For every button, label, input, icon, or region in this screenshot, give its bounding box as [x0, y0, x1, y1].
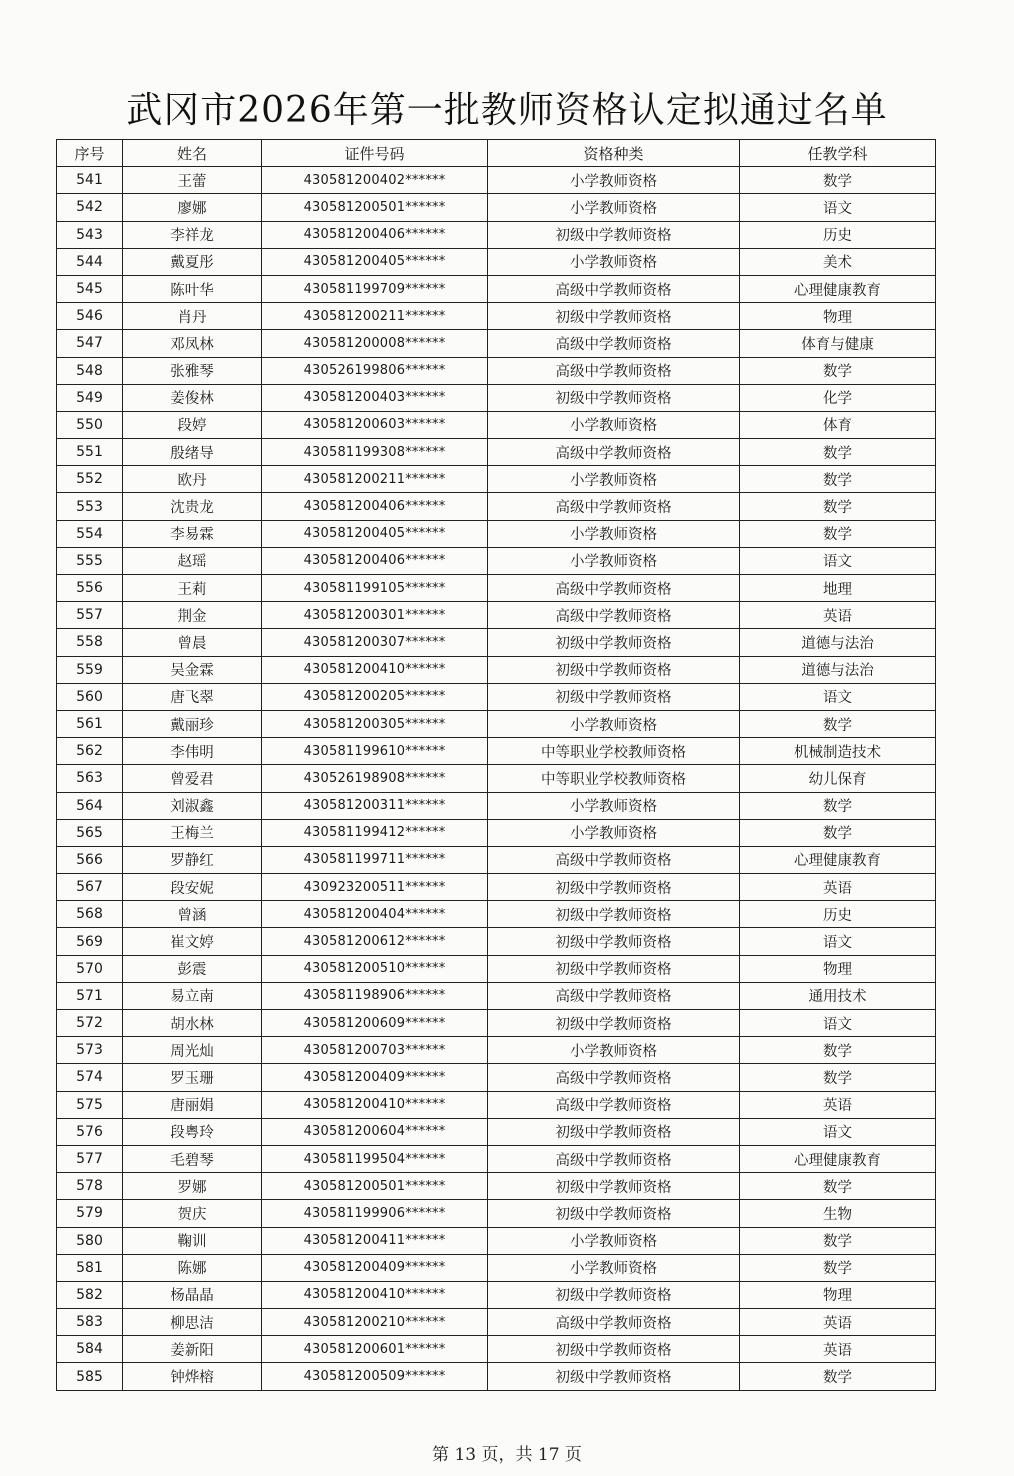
table-row	[57, 1254, 936, 1281]
table-row	[57, 1118, 936, 1145]
table-row	[57, 874, 936, 901]
id-number-cell: 430581200501******	[262, 1173, 488, 1200]
table-row	[57, 384, 936, 411]
name-cell: 吴金霖	[123, 656, 262, 683]
subject-cell: 英语	[740, 1336, 936, 1363]
subject-cell: 数学	[740, 493, 936, 520]
table-row	[57, 1200, 936, 1227]
serial-number-cell: 577	[57, 1145, 123, 1172]
id-number-cell: 430581200411******	[262, 1227, 488, 1254]
serial-number-cell: 567	[57, 874, 123, 901]
table-row	[57, 221, 936, 248]
qualification-type-cell: 高级中学教师资格	[488, 275, 740, 302]
qualification-type-cell: 中等职业学校教师资格	[488, 765, 740, 792]
header-name: 姓名	[123, 140, 262, 167]
table-row	[57, 1309, 936, 1336]
name-cell: 鞠训	[123, 1227, 262, 1254]
table-row	[57, 411, 936, 438]
table-row	[57, 1010, 936, 1037]
id-number-cell: 430581200406******	[262, 221, 488, 248]
qualification-type-cell: 小学教师资格	[488, 167, 740, 194]
serial-number-cell: 546	[57, 303, 123, 330]
table-row	[57, 248, 936, 275]
header-id-number: 证件号码	[262, 140, 488, 167]
serial-number-cell: 585	[57, 1363, 123, 1390]
subject-cell: 语文	[740, 683, 936, 710]
subject-cell: 心理健康教育	[740, 846, 936, 873]
subject-cell: 机械制造技术	[740, 738, 936, 765]
table-row	[57, 1363, 936, 1390]
name-cell: 邓凤林	[123, 330, 262, 357]
table-row	[57, 1064, 936, 1091]
subject-cell: 语文	[740, 547, 936, 574]
qualification-type-cell: 初级中学教师资格	[488, 1118, 740, 1145]
name-cell: 罗玉珊	[123, 1064, 262, 1091]
subject-cell: 语文	[740, 1010, 936, 1037]
name-cell: 赵瑶	[123, 547, 262, 574]
id-number-cell: 430526199806******	[262, 357, 488, 384]
qualification-type-cell: 初级中学教师资格	[488, 656, 740, 683]
serial-number-cell: 558	[57, 629, 123, 656]
id-number-cell: 430581200703******	[262, 1037, 488, 1064]
id-number-cell: 430581200604******	[262, 1118, 488, 1145]
header-teaching-subject: 任教学科	[740, 140, 936, 167]
name-cell: 陈娜	[123, 1254, 262, 1281]
table-row	[57, 275, 936, 302]
qualification-type-cell: 初级中学教师资格	[488, 928, 740, 955]
serial-number-cell: 551	[57, 439, 123, 466]
qualification-type-cell: 小学教师资格	[488, 547, 740, 574]
table-header-row	[57, 140, 936, 167]
name-cell: 张雅琴	[123, 357, 262, 384]
name-cell: 王莉	[123, 575, 262, 602]
serial-number-cell: 574	[57, 1064, 123, 1091]
name-cell: 姜新阳	[123, 1336, 262, 1363]
id-number-cell: 430581199709******	[262, 275, 488, 302]
qualification-type-cell: 初级中学教师资格	[488, 1010, 740, 1037]
id-number-cell: 430581200403******	[262, 384, 488, 411]
document-title: 武冈市2026年第一批教师资格认定拟通过名单	[126, 90, 888, 131]
name-cell: 戴丽珍	[123, 710, 262, 737]
qualification-type-cell: 初级中学教师资格	[488, 683, 740, 710]
qualification-type-cell: 小学教师资格	[488, 466, 740, 493]
subject-cell: 语文	[740, 194, 936, 221]
qualification-type-cell: 高级中学教师资格	[488, 982, 740, 1009]
table-row	[57, 1173, 936, 1200]
qualification-type-cell: 初级中学教师资格	[488, 955, 740, 982]
subject-cell: 数学	[740, 466, 936, 493]
id-number-cell: 430581200211******	[262, 303, 488, 330]
serial-number-cell: 542	[57, 194, 123, 221]
subject-cell: 历史	[740, 221, 936, 248]
table-row	[57, 1227, 936, 1254]
subject-cell: 英语	[740, 874, 936, 901]
serial-number-cell: 576	[57, 1118, 123, 1145]
id-number-cell: 430581200509******	[262, 1363, 488, 1390]
name-cell: 段粤玲	[123, 1118, 262, 1145]
id-number-cell: 430581200305******	[262, 710, 488, 737]
id-number-cell: 430581200603******	[262, 411, 488, 438]
table-row	[57, 765, 936, 792]
serial-number-cell: 557	[57, 602, 123, 629]
serial-number-cell: 561	[57, 710, 123, 737]
table-row	[57, 846, 936, 873]
serial-number-cell: 549	[57, 384, 123, 411]
serial-number-cell: 556	[57, 575, 123, 602]
id-number-cell: 430581200210******	[262, 1309, 488, 1336]
subject-cell: 英语	[740, 1309, 936, 1336]
id-number-cell: 430581199610******	[262, 738, 488, 765]
serial-number-cell: 575	[57, 1091, 123, 1118]
header-serial-number: 序号	[57, 140, 123, 167]
name-cell: 姜俊林	[123, 384, 262, 411]
qualification-type-cell: 小学教师资格	[488, 194, 740, 221]
name-cell: 戴夏彤	[123, 248, 262, 275]
name-cell: 易立南	[123, 982, 262, 1009]
qualification-type-cell: 高级中学教师资格	[488, 493, 740, 520]
serial-number-cell: 554	[57, 520, 123, 547]
name-cell: 荆金	[123, 602, 262, 629]
subject-cell: 数学	[740, 1064, 936, 1091]
id-number-cell: 430581199504******	[262, 1145, 488, 1172]
qualification-type-cell: 小学教师资格	[488, 1227, 740, 1254]
table-row	[57, 738, 936, 765]
table-row	[57, 1281, 936, 1308]
table-row	[57, 656, 936, 683]
name-cell: 毛碧琴	[123, 1145, 262, 1172]
table-row	[57, 330, 936, 357]
qualification-type-cell: 高级中学教师资格	[488, 602, 740, 629]
qualification-type-cell: 初级中学教师资格	[488, 1173, 740, 1200]
serial-number-cell: 547	[57, 330, 123, 357]
serial-number-cell: 580	[57, 1227, 123, 1254]
subject-cell: 数学	[740, 439, 936, 466]
id-number-cell: 430581200211******	[262, 466, 488, 493]
name-cell: 陈叶华	[123, 275, 262, 302]
table-row	[57, 710, 936, 737]
name-cell: 李祥龙	[123, 221, 262, 248]
id-number-cell: 430581200410******	[262, 1281, 488, 1308]
subject-cell: 体育与健康	[740, 330, 936, 357]
qualification-type-cell: 小学教师资格	[488, 248, 740, 275]
serial-number-cell: 545	[57, 275, 123, 302]
name-cell: 欧丹	[123, 466, 262, 493]
subject-cell: 美术	[740, 248, 936, 275]
name-cell: 周光灿	[123, 1037, 262, 1064]
id-number-cell: 430581200601******	[262, 1336, 488, 1363]
subject-cell: 数学	[740, 520, 936, 547]
serial-number-cell: 582	[57, 1281, 123, 1308]
table-row	[57, 520, 936, 547]
subject-cell: 英语	[740, 602, 936, 629]
qualification-type-cell: 小学教师资格	[488, 1254, 740, 1281]
table-row	[57, 792, 936, 819]
qualification-type-cell: 初级中学教师资格	[488, 1363, 740, 1390]
serial-number-cell: 583	[57, 1309, 123, 1336]
subject-cell: 数学	[740, 819, 936, 846]
name-cell: 曾涵	[123, 901, 262, 928]
serial-number-cell: 566	[57, 846, 123, 873]
subject-cell: 地理	[740, 575, 936, 602]
subject-cell: 物理	[740, 1281, 936, 1308]
id-number-cell: 430581200402******	[262, 167, 488, 194]
id-number-cell: 430581200405******	[262, 248, 488, 275]
subject-cell: 数学	[740, 1037, 936, 1064]
table-row	[57, 602, 936, 629]
name-cell: 殷绪导	[123, 439, 262, 466]
qualification-type-cell: 小学教师资格	[488, 819, 740, 846]
qualification-type-cell: 高级中学教师资格	[488, 439, 740, 466]
name-cell: 肖丹	[123, 303, 262, 330]
serial-number-cell: 553	[57, 493, 123, 520]
page-number: 第 13 页，共 17 页	[432, 1445, 582, 1465]
table-row	[57, 439, 936, 466]
qualification-type-cell: 初级中学教师资格	[488, 874, 740, 901]
subject-cell: 数学	[740, 710, 936, 737]
subject-cell: 英语	[740, 1091, 936, 1118]
id-number-cell: 430923200511******	[262, 874, 488, 901]
subject-cell: 道德与法治	[740, 656, 936, 683]
serial-number-cell: 581	[57, 1254, 123, 1281]
name-cell: 崔文婷	[123, 928, 262, 955]
name-cell: 彭震	[123, 955, 262, 982]
id-number-cell: 430581200301******	[262, 602, 488, 629]
serial-number-cell: 572	[57, 1010, 123, 1037]
qualification-type-cell: 高级中学教师资格	[488, 330, 740, 357]
subject-cell: 数学	[740, 1173, 936, 1200]
id-number-cell: 430581199308******	[262, 439, 488, 466]
serial-number-cell: 555	[57, 547, 123, 574]
qualification-type-cell: 中等职业学校教师资格	[488, 738, 740, 765]
table-row	[57, 167, 936, 194]
name-cell: 罗静红	[123, 846, 262, 873]
serial-number-cell: 559	[57, 656, 123, 683]
subject-cell: 通用技术	[740, 982, 936, 1009]
qualification-type-cell: 初级中学教师资格	[488, 303, 740, 330]
serial-number-cell: 568	[57, 901, 123, 928]
header-qualification-type: 资格种类	[488, 140, 740, 167]
id-number-cell: 430581198906******	[262, 982, 488, 1009]
table-row	[57, 357, 936, 384]
subject-cell: 数学	[740, 1227, 936, 1254]
name-cell: 曾爱君	[123, 765, 262, 792]
serial-number-cell: 579	[57, 1200, 123, 1227]
id-number-cell: 430581200404******	[262, 901, 488, 928]
table-row	[57, 928, 936, 955]
id-number-cell: 430581200501******	[262, 194, 488, 221]
subject-cell: 物理	[740, 303, 936, 330]
id-number-cell: 430581200205******	[262, 683, 488, 710]
subject-cell: 生物	[740, 1200, 936, 1227]
serial-number-cell: 541	[57, 167, 123, 194]
qualification-type-cell: 小学教师资格	[488, 792, 740, 819]
id-number-cell: 430526198908******	[262, 765, 488, 792]
table-row	[57, 1336, 936, 1363]
name-cell: 刘淑鑫	[123, 792, 262, 819]
id-number-cell: 430581200609******	[262, 1010, 488, 1037]
qualification-type-cell: 小学教师资格	[488, 520, 740, 547]
table-row	[57, 1037, 936, 1064]
table-row	[57, 1091, 936, 1118]
table-row	[57, 819, 936, 846]
qualification-type-cell: 高级中学教师资格	[488, 1064, 740, 1091]
teacher-qualification-table	[56, 139, 936, 1391]
qualification-type-cell: 高级中学教师资格	[488, 575, 740, 602]
serial-number-cell: 562	[57, 738, 123, 765]
serial-number-cell: 564	[57, 792, 123, 819]
name-cell: 李易霖	[123, 520, 262, 547]
serial-number-cell: 563	[57, 765, 123, 792]
qualification-type-cell: 初级中学教师资格	[488, 384, 740, 411]
table-row	[57, 493, 936, 520]
qualification-type-cell: 高级中学教师资格	[488, 1309, 740, 1336]
serial-number-cell: 544	[57, 248, 123, 275]
id-number-cell: 430581200510******	[262, 955, 488, 982]
qualification-type-cell: 高级中学教师资格	[488, 1145, 740, 1172]
id-number-cell: 430581200410******	[262, 1091, 488, 1118]
name-cell: 贺庆	[123, 1200, 262, 1227]
table-row	[57, 303, 936, 330]
table-body	[57, 167, 936, 1390]
name-cell: 廖娜	[123, 194, 262, 221]
qualification-type-cell: 初级中学教师资格	[488, 1200, 740, 1227]
table-row	[57, 629, 936, 656]
table-row	[57, 194, 936, 221]
id-number-cell: 430581200405******	[262, 520, 488, 547]
name-cell: 段婷	[123, 411, 262, 438]
id-number-cell: 430581200008******	[262, 330, 488, 357]
subject-cell: 化学	[740, 384, 936, 411]
subject-cell: 数学	[740, 1363, 936, 1390]
serial-number-cell: 571	[57, 982, 123, 1009]
id-number-cell: 430581200409******	[262, 1254, 488, 1281]
table-row	[57, 1145, 936, 1172]
subject-cell: 物理	[740, 955, 936, 982]
serial-number-cell: 548	[57, 357, 123, 384]
qualification-type-cell: 初级中学教师资格	[488, 1336, 740, 1363]
table-row	[57, 683, 936, 710]
id-number-cell: 430581199412******	[262, 819, 488, 846]
name-cell: 罗娜	[123, 1173, 262, 1200]
table-row	[57, 466, 936, 493]
serial-number-cell: 543	[57, 221, 123, 248]
qualification-type-cell: 初级中学教师资格	[488, 1281, 740, 1308]
subject-cell: 数学	[740, 357, 936, 384]
subject-cell: 数学	[740, 1254, 936, 1281]
subject-cell: 语文	[740, 1118, 936, 1145]
serial-number-cell: 573	[57, 1037, 123, 1064]
subject-cell: 心理健康教育	[740, 1145, 936, 1172]
serial-number-cell: 570	[57, 955, 123, 982]
qualification-type-cell: 小学教师资格	[488, 710, 740, 737]
id-number-cell: 430581199906******	[262, 1200, 488, 1227]
qualification-type-cell: 初级中学教师资格	[488, 629, 740, 656]
table-row	[57, 575, 936, 602]
id-number-cell: 430581200410******	[262, 656, 488, 683]
id-number-cell: 430581200406******	[262, 547, 488, 574]
subject-cell: 道德与法治	[740, 629, 936, 656]
table-row	[57, 982, 936, 1009]
name-cell: 沈贵龙	[123, 493, 262, 520]
qualification-type-cell: 初级中学教师资格	[488, 901, 740, 928]
name-cell: 钟烨榕	[123, 1363, 262, 1390]
id-number-cell: 430581200612******	[262, 928, 488, 955]
id-number-cell: 430581199711******	[262, 846, 488, 873]
name-cell: 杨晶晶	[123, 1281, 262, 1308]
table-row	[57, 901, 936, 928]
qualification-type-cell: 初级中学教师资格	[488, 221, 740, 248]
table-row	[57, 955, 936, 982]
table-row	[57, 547, 936, 574]
serial-number-cell: 569	[57, 928, 123, 955]
subject-cell: 体育	[740, 411, 936, 438]
id-number-cell: 430581199105******	[262, 575, 488, 602]
serial-number-cell: 578	[57, 1173, 123, 1200]
serial-number-cell: 550	[57, 411, 123, 438]
qualification-type-cell: 高级中学教师资格	[488, 846, 740, 873]
name-cell: 段安妮	[123, 874, 262, 901]
serial-number-cell: 552	[57, 466, 123, 493]
subject-cell: 数学	[740, 167, 936, 194]
serial-number-cell: 584	[57, 1336, 123, 1363]
subject-cell: 数学	[740, 792, 936, 819]
id-number-cell: 430581200311******	[262, 792, 488, 819]
qualification-type-cell: 高级中学教师资格	[488, 1091, 740, 1118]
name-cell: 王蕾	[123, 167, 262, 194]
name-cell: 唐飞翠	[123, 683, 262, 710]
id-number-cell: 430581200307******	[262, 629, 488, 656]
subject-cell: 心理健康教育	[740, 275, 936, 302]
qualification-type-cell: 小学教师资格	[488, 1037, 740, 1064]
subject-cell: 幼儿保育	[740, 765, 936, 792]
serial-number-cell: 560	[57, 683, 123, 710]
name-cell: 王梅兰	[123, 819, 262, 846]
name-cell: 柳思洁	[123, 1309, 262, 1336]
name-cell: 曾晨	[123, 629, 262, 656]
name-cell: 李伟明	[123, 738, 262, 765]
id-number-cell: 430581200409******	[262, 1064, 488, 1091]
qualification-type-cell: 小学教师资格	[488, 411, 740, 438]
qualification-type-cell: 高级中学教师资格	[488, 357, 740, 384]
serial-number-cell: 565	[57, 819, 123, 846]
subject-cell: 历史	[740, 901, 936, 928]
id-number-cell: 430581200406******	[262, 493, 488, 520]
subject-cell: 语文	[740, 928, 936, 955]
name-cell: 胡水林	[123, 1010, 262, 1037]
name-cell: 唐丽娟	[123, 1091, 262, 1118]
